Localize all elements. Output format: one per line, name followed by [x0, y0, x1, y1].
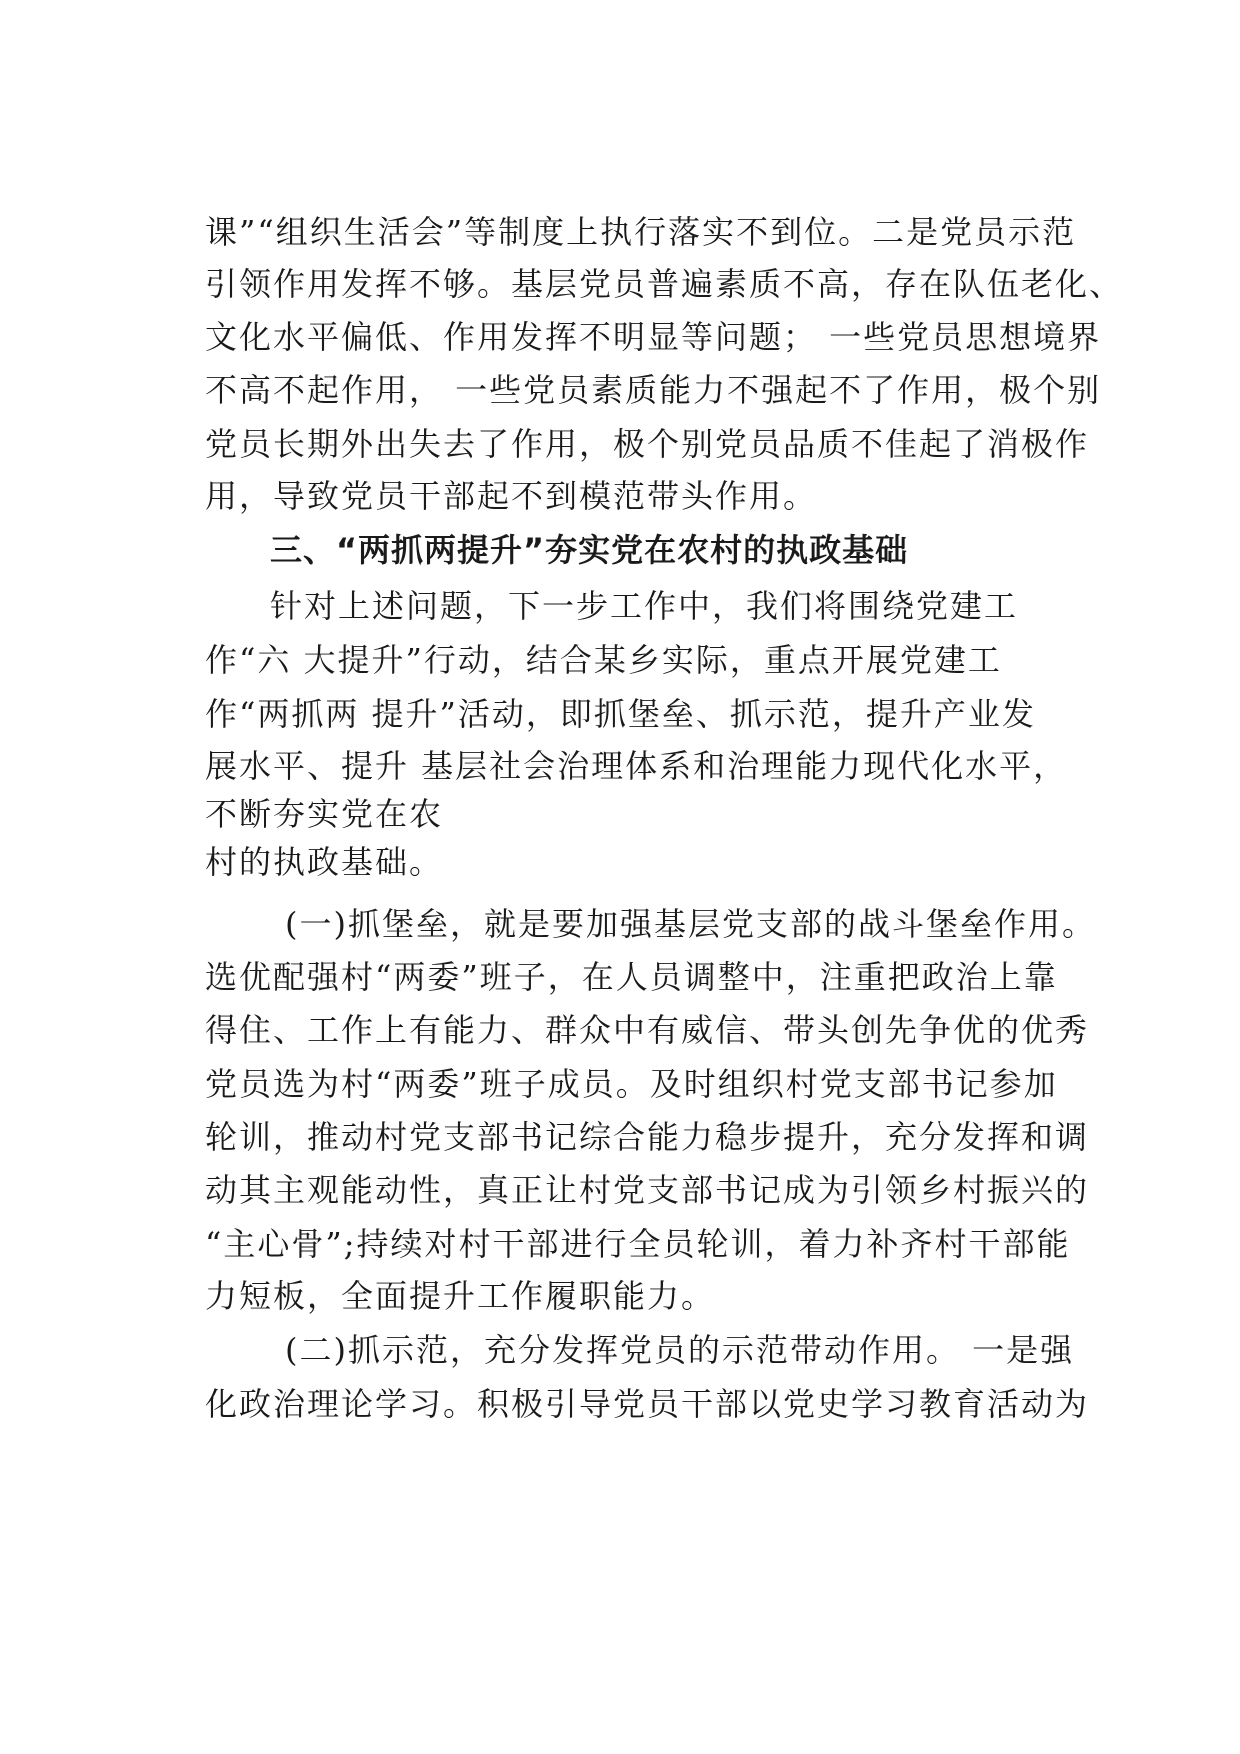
section-intro-line: 不断夯实党在农: [205, 795, 444, 833]
part-one-line: 力短板，全面提升工作履职能力。: [205, 1277, 716, 1315]
intro-line: 党员长期外出失去了作用，极个别党员品质不佳起了消极作: [205, 425, 1090, 463]
intro-line: 用，导致党员干部起不到模范带头作用。: [205, 477, 818, 515]
part-one-line: “主心骨”;持续对村干部进行全员轮训，着力补齐村干部能: [205, 1225, 1071, 1263]
section-heading: 三、“两抓两提升”夯实党在农村的执政基础: [270, 531, 909, 569]
section-intro-line: 村的执政基础。: [205, 843, 444, 881]
part-two-line: 化政治理论学习。积极引导党员干部以党史学习教育活动为: [205, 1385, 1090, 1423]
part-one-line: 党员选为村“两委”班子成员。及时组织村党支部书记参加: [205, 1065, 1058, 1103]
part-two-line: (二)抓示范，充分发挥党员的示范带动作用。 一是强: [285, 1331, 1075, 1369]
intro-line: 文化水平偏低、作用发挥不明显等问题； 一些党员思想境界: [205, 318, 1102, 356]
intro-line: 课”“组织生活会”等制度上执行落实不到位。二是党员示范: [205, 213, 1077, 251]
section-intro-line: 展水平、提升 基层社会治理体系和治理能力现代化水平，: [205, 747, 1068, 785]
part-one-line: (一)抓堡垒，就是要加强基层党支部的战斗堡垒作用。: [285, 905, 1096, 943]
part-one-line: 动其主观能动性，真正让村党支部书记成为引领乡村振兴的: [205, 1171, 1090, 1209]
part-one-line: 选优配强村“两委”班子，在人员调整中，注重把政治上靠: [205, 958, 1058, 996]
part-one-line: 轮训，推动村党支部书记综合能力稳步提升，充分发挥和调: [205, 1118, 1090, 1156]
part-one-line: 得住、工作上有能力、群众中有威信、带头创先争优的优秀: [205, 1011, 1090, 1049]
section-intro-line: 针对上述问题，下一步工作中，我们将围绕党建工: [270, 587, 1019, 625]
section-intro-line: 作“六 大提升”行动，结合某乡实际，重点开展党建工: [205, 641, 1002, 679]
intro-line: 不高不起作用， 一些党员素质能力不强起不了作用，极个别: [205, 371, 1102, 409]
section-intro-line: 作“两抓两 提升”活动，即抓堡垒、抓示范，提升产业发: [205, 695, 1036, 733]
intro-line: 引领作用发挥不够。基层党员普遍素质不高，存在队伍老化、: [205, 265, 1124, 303]
